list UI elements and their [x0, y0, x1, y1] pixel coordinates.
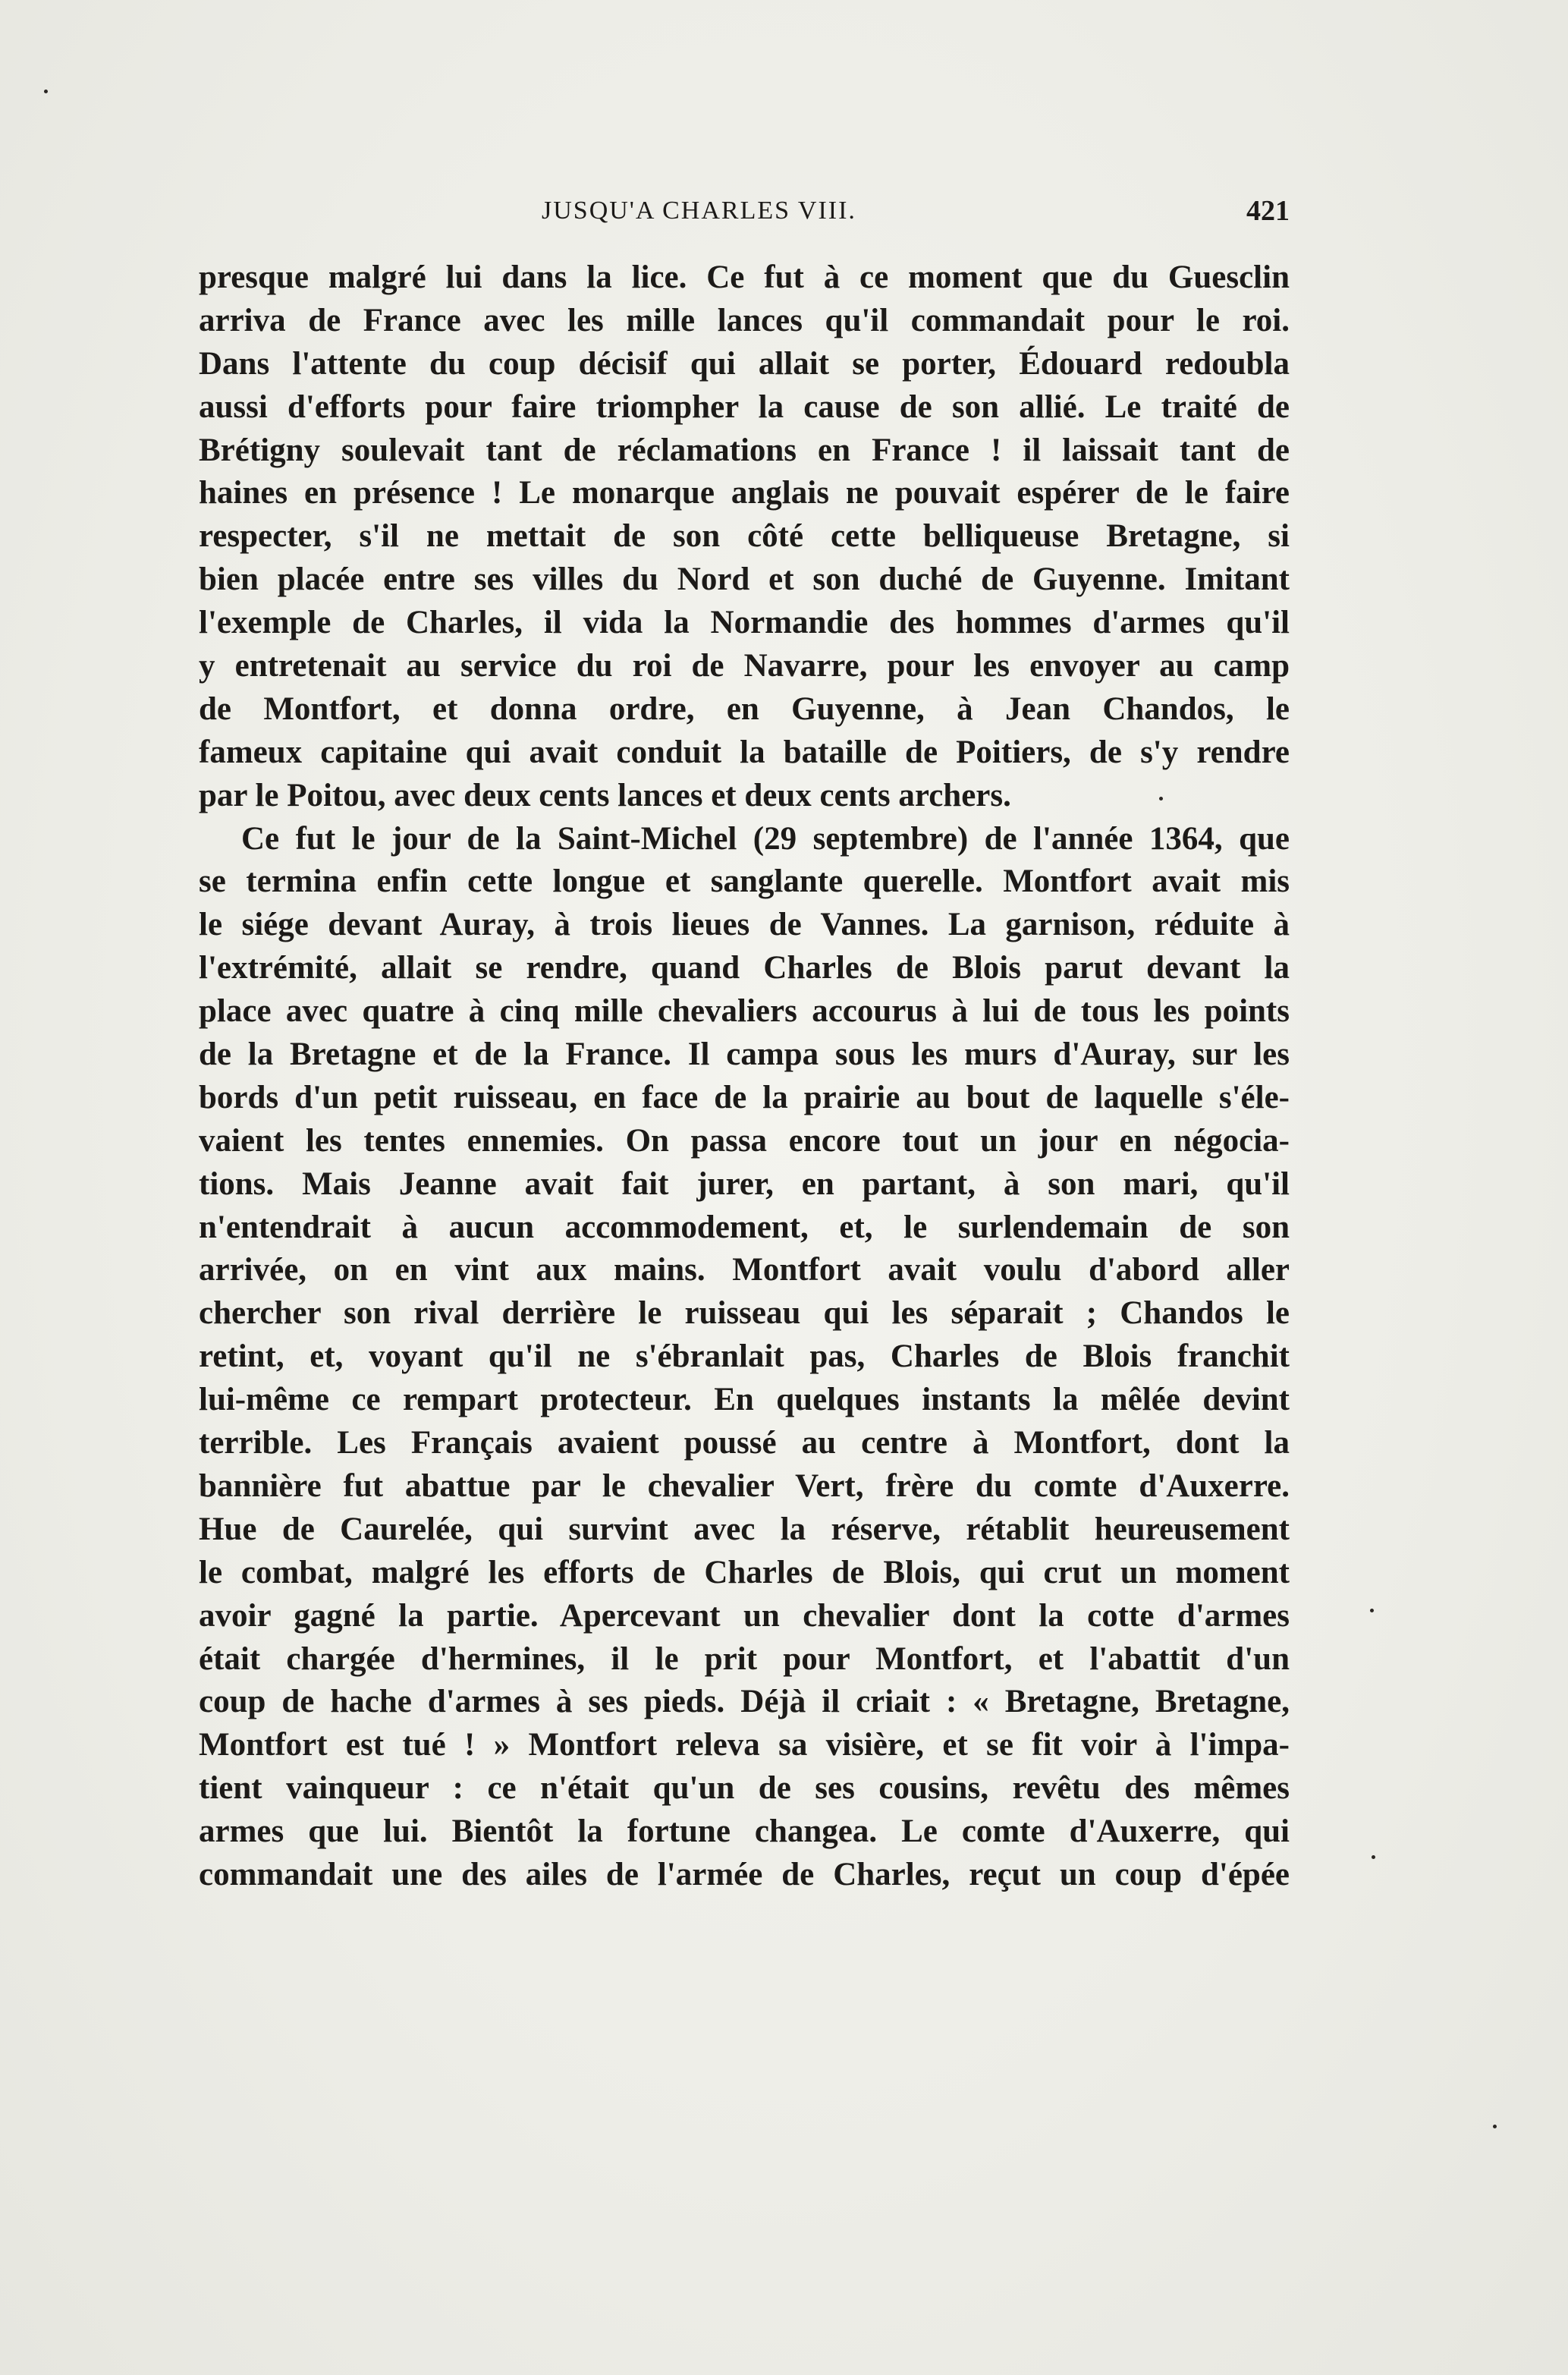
text-line: retint, et, voyant qu'il ne s'ébranlait pas, Charles de Blois franchit: [199, 1338, 1290, 1375]
body-text: [199, 256, 1290, 1897]
text-line: place avec quatre à cinq mille chevaliers accourus à lui de tous les points: [199, 993, 1290, 1030]
text-line: l'exemple de Charles, il vida la Normandie des hommes d'armes qu'il: [199, 605, 1290, 641]
text-line: tions. Mais Jeanne avait fait jurer, en partant, à son mari, qu'il: [199, 1165, 1290, 1202]
paper-speck: [1493, 2125, 1497, 2128]
paper-speck: [1159, 797, 1163, 801]
paper-speck: [44, 90, 48, 93]
text-line: aussi d'efforts pour faire triompher la cause de son allié. Le traité de: [199, 388, 1290, 425]
paragraph-2: [199, 818, 1290, 1897]
text-line: bien placée entre ses villes du Nord et son duché de Guyenne. Imitant: [199, 562, 1290, 598]
running-title: JUSQU'A CHARLES VIII.: [542, 197, 856, 225]
paper-speck: [1370, 1609, 1374, 1612]
text-line: terrible. Les Français avaient poussé au centre à Montfort, dont la: [199, 1425, 1290, 1461]
paper-speck: [1372, 1855, 1375, 1859]
text-line: Ce fut le jour de la Saint-Michel (29 septembre) de l'année 1364, que: [241, 820, 1290, 857]
text-line: y entretenait au service du roi de Navarre, pour les envoyer au camp: [199, 648, 1290, 684]
running-head: [199, 188, 1290, 234]
text-line: coup de hache d'armes à ses pieds. Déjà il criait : « Bretagne, Bretagne,: [199, 1684, 1290, 1720]
text-line: armes que lui. Bientôt la fortune changea. Le comte d'Auxerre, qui: [199, 1813, 1290, 1850]
text-line: presque malgré lui dans la lice. Ce fut à ce moment que du Guesclin: [199, 260, 1290, 295]
text-line: n'entendrait à aucun accommodement, et, le surlendemain de son: [199, 1209, 1290, 1245]
text-line: de la Bretagne et de la France. Il campa sous les murs d'Auray, sur les: [199, 1037, 1290, 1073]
text-line: fameux capitaine qui avait conduit la bataille de Poitiers, de s'y rendre: [199, 734, 1290, 770]
text-line: le siége devant Auray, à trois lieues de Vannes. La garnison, réduite à: [199, 907, 1290, 943]
text-line: haines en présence ! Le monarque anglais ne pouvait espérer de le faire: [199, 475, 1290, 511]
text-line: par le Poitou, avec deux cents lances et deux cents archers.: [199, 777, 1011, 813]
text-line: Montfort est tué ! » Montfort releva sa visière, et se fit voir à l'impa-: [199, 1727, 1290, 1763]
text-line: Hue de Caurelée, qui survint avec la réserve, rétablit heureusement: [199, 1511, 1290, 1547]
text-line: le combat, malgré les efforts de Charles de Blois, qui crut un moment: [199, 1554, 1290, 1590]
text-line: bannière fut abattue par le chevalier Vert, frère du comte d'Auxerre.: [199, 1467, 1290, 1504]
text-line: Dans l'attente du coup décisif qui allait se porter, Édouard redoubla: [199, 345, 1290, 382]
text-line: Brétigny soulevait tant de réclamations en France ! il laissait tant de: [199, 432, 1290, 468]
page-number: 421: [1246, 195, 1290, 227]
text-line: bords d'un petit ruisseau, en face de la prairie au bout de laquelle s'éle-: [199, 1079, 1290, 1115]
text-line: chercher son rival derrière le ruisseau qui les séparait ; Chandos le: [199, 1295, 1290, 1332]
text-line: vaient les tentes ennemies. On passa encore tout un jour en négocia-: [199, 1122, 1290, 1159]
text-line: arrivée, on en vint aux mains. Montfort avait voulu d'abord aller: [199, 1252, 1290, 1288]
text-line: tient vainqueur : ce n'était qu'un de ses cousins, revêtu des mêmes: [199, 1770, 1290, 1807]
paragraph-1: [199, 256, 1290, 818]
text-line: arriva de France avec les mille lances qu'il commandait pour le roi.: [199, 302, 1290, 338]
text-line: lui-même ce rempart protecteur. En quelques instants la mêlée devint: [199, 1382, 1290, 1418]
text-line: commandait une des ailes de l'armée de Charles, reçut un coup d'épée: [199, 1856, 1290, 1892]
text-line: avoir gagné la partie. Apercevant un chevalier dont la cotte d'armes: [199, 1597, 1290, 1634]
text-line: de Montfort, et donna ordre, en Guyenne, à Jean Chandos, le: [199, 690, 1290, 727]
text-line: respecter, s'il ne mettait de son côté cette belliqueuse Bretagne, si: [199, 518, 1290, 555]
text-line: était chargée d'hermines, il le prit pour Montfort, et l'abattit d'un: [199, 1640, 1290, 1677]
text-line: l'extrémité, allait se rendre, quand Charles de Blois parut devant la: [199, 950, 1290, 986]
text-line: se termina enfin cette longue et sanglante querelle. Montfort avait mis: [199, 863, 1290, 900]
